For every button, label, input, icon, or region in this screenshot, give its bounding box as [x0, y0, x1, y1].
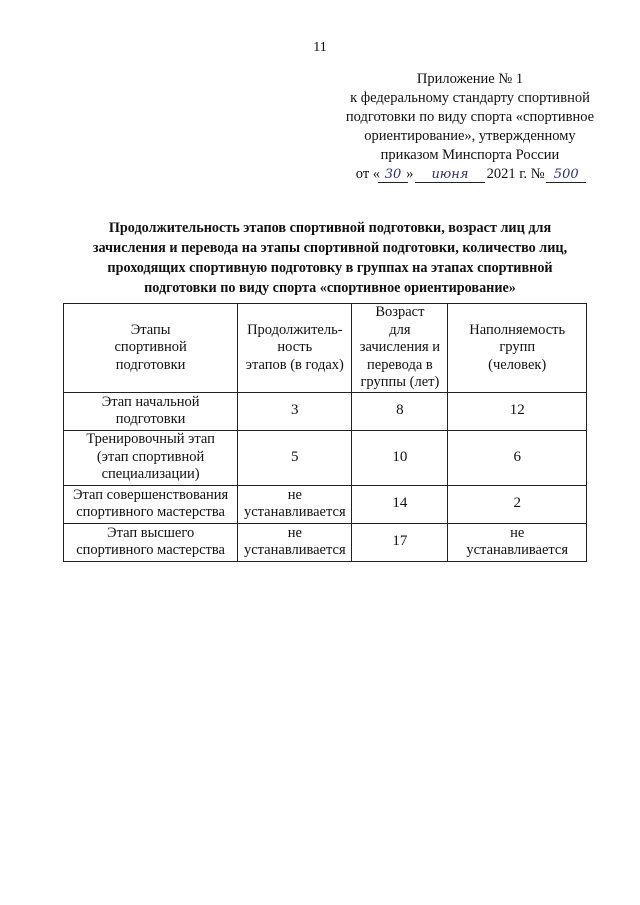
date-year: 2021 г. № — [486, 166, 545, 182]
cell-duration: 5 — [238, 430, 352, 485]
cell-duration: 3 — [238, 392, 352, 430]
cell-age: 14 — [352, 485, 448, 523]
date-day: 30 — [380, 165, 406, 184]
cell-age: 10 — [352, 430, 448, 485]
title-line: проходящих спортивную подготовку в группах на этапах спортивной — [107, 260, 553, 276]
page-number: 11 — [313, 40, 327, 55]
cell-group-size: 12 — [448, 392, 587, 430]
cell-duration: не устанавливается — [238, 523, 352, 561]
date-prefix: от « — [355, 166, 381, 182]
document-title — [70, 218, 590, 298]
appendix-header — [330, 70, 610, 184]
cell-stage: Тренировочный этап (этап спортивной специализации) — [64, 430, 238, 485]
table-row — [64, 485, 587, 523]
cell-age: 17 — [352, 523, 448, 561]
order-number: 500 — [548, 165, 584, 184]
header-age: Возраст для зачисления и перевода в группы (лет) — [352, 304, 448, 393]
stages-table — [63, 303, 587, 562]
header-group-size: Наполняемость групп (человек) — [448, 304, 587, 393]
cell-duration: не устанавливается — [238, 485, 352, 523]
table-header-row — [64, 304, 587, 393]
cell-group-size: 6 — [448, 430, 587, 485]
title-line: подготовки по виду спорта «спортивное ориентирование» — [144, 280, 516, 296]
header-stages: Этапы спортивной подготовки — [64, 304, 238, 393]
table-row — [64, 523, 587, 561]
title-line: Продолжительность этапов спортивной подготовки, возраст лиц для — [108, 220, 552, 236]
title-line: зачисления и перевода на этапы спортивной подготовки, количество лиц, — [92, 240, 568, 256]
cell-stage: Этап начальной подготовки — [64, 392, 238, 430]
appendix-date-line — [330, 165, 610, 184]
table-row — [64, 430, 587, 485]
appendix-title: Приложение № 1 — [416, 71, 524, 87]
cell-stage: Этап совершенствования спортивного мастерства — [64, 485, 238, 523]
header-duration: Продолжитель- ность этапов (в годах) — [238, 304, 352, 393]
appendix-line: ориентирование», утвержденному — [364, 128, 576, 144]
cell-stage: Этап высшего спортивного мастерства — [64, 523, 238, 561]
cell-group-size: 2 — [448, 485, 587, 523]
appendix-line: приказом Минспорта России — [380, 147, 560, 163]
cell-age: 8 — [352, 392, 448, 430]
cell-group-size: не устанавливается — [448, 523, 587, 561]
appendix-line: подготовки по виду спорта «спортивное — [345, 109, 595, 125]
date-month: июня — [417, 165, 483, 184]
table-row — [64, 392, 587, 430]
date-mid: » — [406, 166, 414, 182]
appendix-line: к федеральному стандарту спортивной — [350, 90, 590, 106]
